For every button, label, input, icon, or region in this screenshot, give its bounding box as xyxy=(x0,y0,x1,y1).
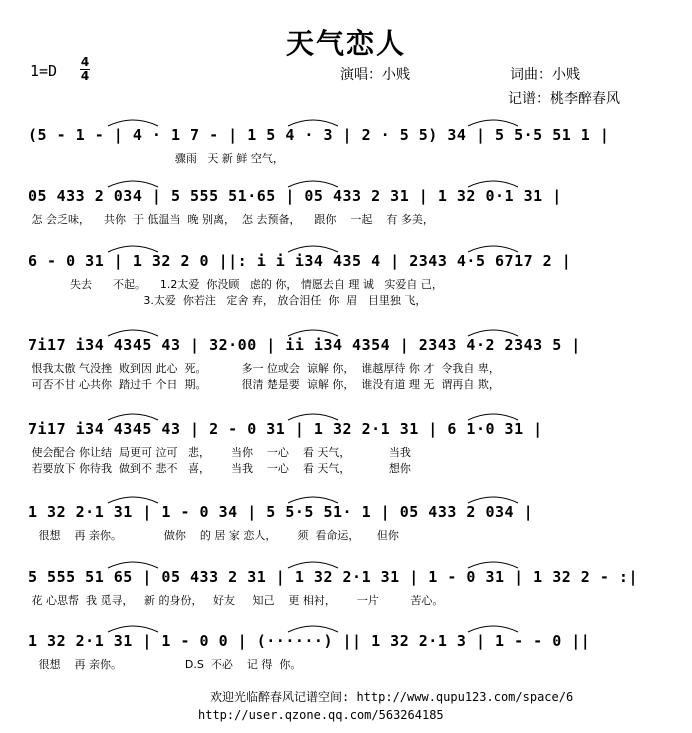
lyric-line: 花 心思帮 我 觅寻， 新 的身份， 好友 知己 更 相衬， 一片 苦心。 xyxy=(28,594,444,607)
singer-credit: 演唱：小贱 xyxy=(340,67,410,83)
slur-arc xyxy=(468,414,518,420)
slur-arc xyxy=(468,497,518,503)
slur-marks xyxy=(28,240,658,254)
lyric-line: 3.太爱 你若注 定舍 弃， 放合泪任 你 眉 目里独 飞， xyxy=(28,294,427,307)
time-bottom: 4 xyxy=(80,69,90,83)
slur-arc xyxy=(288,497,338,503)
slur-arc xyxy=(108,181,158,187)
slur-arc xyxy=(468,626,518,632)
slur-arc xyxy=(288,414,338,420)
song-title: 天气恋人 xyxy=(285,27,406,60)
staff-notes: 1 32 2·1 31 | 1 - 0 0 | (······) || 1 32 2·1 3 | 1 - - 0 || xyxy=(28,632,591,650)
staff-notes: 05 433 2 034 | 5 555 51·65 | 05 433 2 31 | 1 32 0·1 31 | xyxy=(28,187,562,205)
time-signature xyxy=(78,56,92,83)
lyric-line: 使会配合 你让结 局更可 泣可 悲， 当你 一心 看 天气， 当我 xyxy=(28,446,411,459)
lyric-line: 可否不甘 心共你 踏过千 个日 期。 很清 楚是要 谅解 你， 谁没有道 理 无 谓再自 欺， xyxy=(28,378,500,391)
slur-arc xyxy=(108,330,158,336)
slur-arc xyxy=(108,120,158,126)
staff-notes: 6 - 0 31 | 1 32 2 0 ||: i i i34 435 4 | 2343 4·5 6717 2 | xyxy=(28,252,572,270)
slur-arc xyxy=(108,562,158,568)
slur-arc xyxy=(468,562,518,568)
staff-notes: 7i17 i34 4345 43 | 32·00 | ii i34 4354 | 2343 4·2 2343 5 | xyxy=(28,336,581,354)
slur-marks xyxy=(28,324,658,338)
lyricist-credit: 词曲：小贱 xyxy=(510,67,580,83)
slur-arc xyxy=(288,120,338,126)
lyric-line: 很想 再 亲你。 做你 的 居 家 恋人， 须 看命运， 但你 xyxy=(28,529,399,542)
footer-link-2[interactable]: http://user.qzone.qq.com/563264185 xyxy=(198,708,444,722)
slur-arc xyxy=(288,626,338,632)
key-signature: 1=D xyxy=(30,62,58,80)
staff-notes: 1 32 2·1 31 | 1 - 0 34 | 5 5·5 51· 1 | 05 433 2 034 | xyxy=(28,503,534,521)
slur-arc xyxy=(288,181,338,187)
staff-notes: 7i17 i34 4345 43 | 2 - 0 31 | 1 32 2·1 31 | 6 1·0 31 | xyxy=(28,420,543,438)
slur-marks xyxy=(28,556,658,570)
slur-arc xyxy=(108,414,158,420)
slur-marks xyxy=(28,114,658,128)
lyric-line: 若要放下 你待我 做到不 悲不 喜， 当我 一心 看 天气， 想你 xyxy=(28,462,411,475)
slur-arc xyxy=(288,330,338,336)
slur-arc xyxy=(468,181,518,187)
slur-marks xyxy=(28,491,658,505)
slur-arc xyxy=(468,246,518,252)
slur-arc xyxy=(108,246,158,252)
slur-marks xyxy=(28,408,658,422)
staff-notes: (5 - 1 - | 4 · 1 7 - | 1 5 4 · 3 | 2 · 5 5) 34 | 5 5·5 51 1 | xyxy=(28,126,610,144)
staff-notes: 5 555 51 65 | 05 433 2 31 | 1 32 2·1 31 | 1 - 0 31 | 1 32 2 - :| xyxy=(28,568,638,586)
slur-arc xyxy=(468,120,518,126)
slur-arc xyxy=(288,246,338,252)
footer-link-1[interactable]: 欢迎光临醉春风记谱空间: http://www.qupu123.com/space/6 xyxy=(210,690,574,704)
lyric-line: 很想 再 亲你。 D.S 不必 记 得 你。 xyxy=(28,658,302,671)
lyric-line: 怎 会乏味， 共你 于 低温当 晚 别离， 怎 去预备， 跟你 一起 有 多美， xyxy=(28,213,434,226)
slur-marks xyxy=(28,620,658,634)
slur-arc xyxy=(108,497,158,503)
slur-arc xyxy=(288,562,338,568)
slur-arc xyxy=(108,626,158,632)
notator-credit: 记谱：桃李醉春风 xyxy=(508,91,620,107)
lyric-line: 恨我太傲 气没挫 败到因 此心 死。 多一 位或会 谅解 你， 谁越厚待 你 才 令我自 卑， xyxy=(28,362,500,375)
slur-marks xyxy=(28,175,658,189)
lyric-line: 骤雨 天 新 鲜 空气， xyxy=(28,152,284,165)
time-top: 4 xyxy=(80,55,90,69)
lyric-line: 失去 不起。 1.2太爱 你没顾 虑的 你， 情愿去自 理 诚 实爱自 己， xyxy=(28,278,443,291)
slur-arc xyxy=(468,330,518,336)
